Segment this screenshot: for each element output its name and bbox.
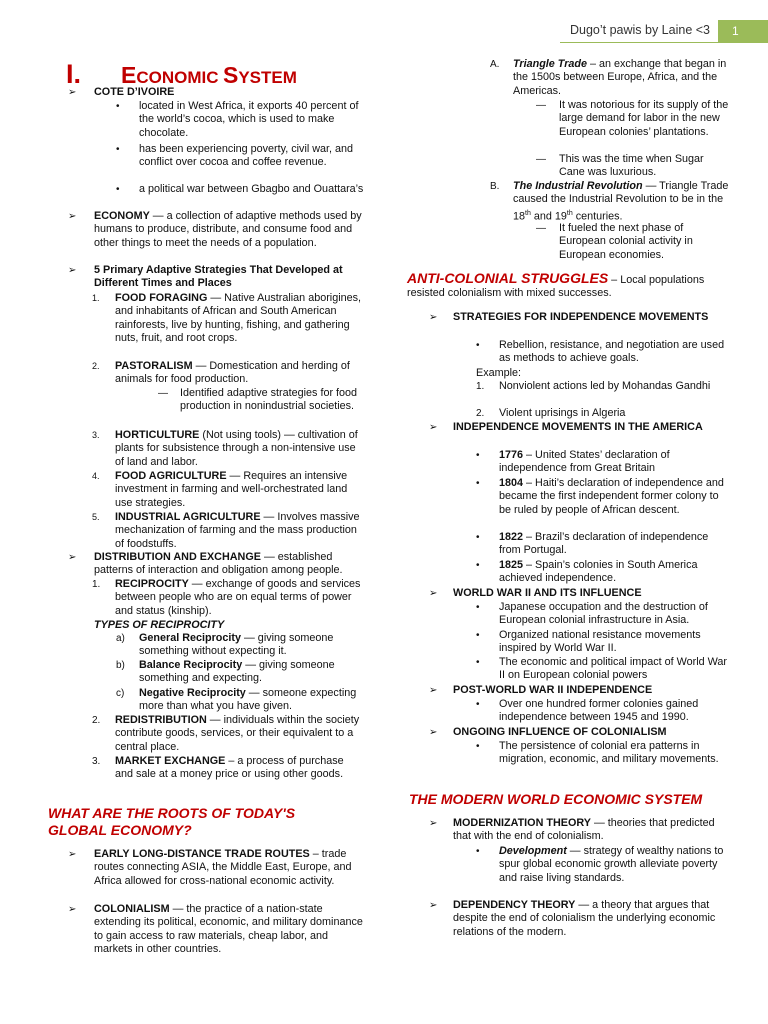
list-item: 4. FOOD AGRICULTURE — Requires an intensive investment in farming and well-orchestrated land use strategies. [92, 470, 348, 509]
list-item: ➢ INDEPENDENCE MOVEMENTS IN THE AMERICA [429, 421, 703, 433]
list-item: • The economic and political impact of World War II on European colonial powers [476, 656, 728, 682]
list-item: • Over one hundred former colonies gained independence between 1945 and 1990. [476, 698, 699, 724]
page-title: I. ECONOMIC SYSTEM [66, 59, 297, 89]
list-item: 2. PASTORALISM — Domestication and herding of animals for food production. [92, 360, 350, 386]
section-heading: WHAT ARE THE ROOTS OF TODAY'S GLOBAL ECONOMY? [48, 805, 296, 838]
header-rule [560, 42, 768, 43]
list-item: • a political war between Gbagbo and Ouattara’s [116, 183, 364, 195]
list-item: ➢ EARLY LONG-DISTANCE TRADE ROUTES – trade routes connecting ASIA, the Middle East, Europe, and Africa allowed for cross-national economic activity. [68, 848, 352, 887]
page-number: 1 [718, 20, 768, 42]
list-item: A. Triangle Trade – an exchange that began in the 1500s between Europe, Africa, and the Americas. [490, 58, 727, 97]
section-heading: THE MODERN WORLD ECONOMIC SYSTEM [409, 791, 703, 807]
list-item: • Organized national resistance movements inspired by World War II. [476, 629, 701, 655]
list-item: 2. REDISTRIBUTION — individuals within the society contribute goods, services, or their equivalent to a central place. [92, 714, 360, 753]
list-item: • 1804 – Haiti’s declaration of independence and became the first independent former colony to be ruled by people of African descent. [476, 477, 724, 516]
list-item: ➢ 5 Primary Adaptive Strategies That Developed at Different Times and Places [68, 264, 343, 290]
list-item: — Identified adaptive strategies for food production in nonindustrial societies. [158, 387, 358, 413]
list-item: 2. Violent uprisings in Algeria [476, 407, 626, 419]
list-item: • The persistence of colonial era patterns in migration, economic, and military movements. [476, 740, 719, 766]
list-item: • located in West Africa, it exports 40 percent of the world’s cocoa, which is used to make chocolate. [116, 100, 359, 139]
list-item: ➢ COTE D’IVOIRE [68, 86, 175, 98]
list-item: 3. HORTICULTURE (Not using tools) — cultivation of plants for subsistence through a non-intensive use of land and labor. [92, 429, 358, 468]
list-item: • has been experiencing poverty, civil war, and conflict over cocoa and coffee revenue. [116, 143, 354, 169]
list-item: b) Balance Reciprocity — giving someone something and expecting. [116, 659, 335, 685]
header-text: Dugo’t pawis by Laine <3 [569, 23, 710, 37]
list-item: • 1825 – Spain’s colonies in South America achieved independence. [476, 559, 698, 585]
list-item: 3. MARKET EXCHANGE – a process of purchase and sale at a money price or using other goods. [92, 755, 344, 781]
list-item: ➢ ECONOMY — a collection of adaptive methods used by humans to produce, distribute, and consume food and other things to meet the needs of a population. [68, 210, 362, 249]
section-heading: ANTI-COLONIAL STRUGGLES – Local populations resisted colonialism with mixed successes. [407, 270, 705, 300]
list-item: ➢ WORLD WAR II AND ITS INFLUENCE [429, 587, 642, 599]
list-item: c) Negative Reciprocity — someone expecting more than what you have given. [116, 687, 357, 713]
list-item: ➢ ONGOING INFLUENCE OF COLONIALISM [429, 726, 667, 738]
list-item: • Development — strategy of wealthy nations to spur global economic growth alleviate poverty and raise living standards. [476, 845, 724, 884]
subheading: TYPES OF RECIPROCITY [94, 619, 225, 631]
list-item: • Japanese occupation and the destruction of European colonial infrastructure in Asia. [476, 601, 708, 627]
list-item: 1. FOOD FORAGING — Native Australian aborigines, and inhabitants of African and South American rainforests, live by hunting, fishing, and gathering nuts, fruit, and root crops. [92, 292, 362, 345]
list-item: — This was the time when Sugar Cane was luxurious. [536, 153, 704, 179]
list-item: ➢ POST-WORLD WAR II INDEPENDENCE [429, 684, 653, 696]
list-item: • Rebellion, resistance, and negotiation are used as methods to achieve goals. [476, 339, 725, 365]
list-item: ➢ DEPENDENCY THEORY — a theory that argues that despite the end of colonialism the underlying economic relations of the modern. [429, 899, 716, 938]
list-item: B. The Industrial Revolution — Triangle Trade caused the Industrial Revolution to be in the 18th and 19th centuries. [490, 180, 729, 223]
list-item: 1. Nonviolent actions led by Mohandas Gandhi [476, 380, 711, 392]
list-item: a) General Reciprocity — giving someone something without expecting it. [116, 632, 334, 658]
list-item: 1. RECIPROCITY — exchange of goods and services between people who are on equal terms of power and status (kinship). [92, 578, 361, 617]
list-item: ➢ MODERNIZATION THEORY — theories that predicted that with the end of colonialism. [429, 817, 715, 843]
list-item: • 1822 – Brazil’s declaration of independence from Portugal. [476, 531, 709, 557]
list-item: ➢ STRATEGIES FOR INDEPENDENCE MOVEMENTS [429, 311, 709, 323]
list-item: ➢ DISTRIBUTION AND EXCHANGE — established patterns of interaction and obligation among people. [68, 551, 343, 577]
list-item: 5. INDUSTRIAL AGRICULTURE — Involves massive mechanization of farming and the mass production of foodstuffs. [92, 511, 360, 550]
example-label: Example: [476, 367, 522, 379]
list-item: • 1776 – United States’ declaration of independence from Great Britain [476, 449, 670, 475]
list-item: — It fueled the next phase of European colonial activity in European economies. [536, 222, 693, 261]
list-item: ➢ COLONIALISM — the practice of a nation-state extending its political, economic, and military dominance to gain access to raw materials, cheap labor, and markets in other countries. [68, 903, 363, 956]
list-item: — It was notorious for its supply of the large demand for labor in the new European colonies’ plantations. [536, 99, 729, 138]
